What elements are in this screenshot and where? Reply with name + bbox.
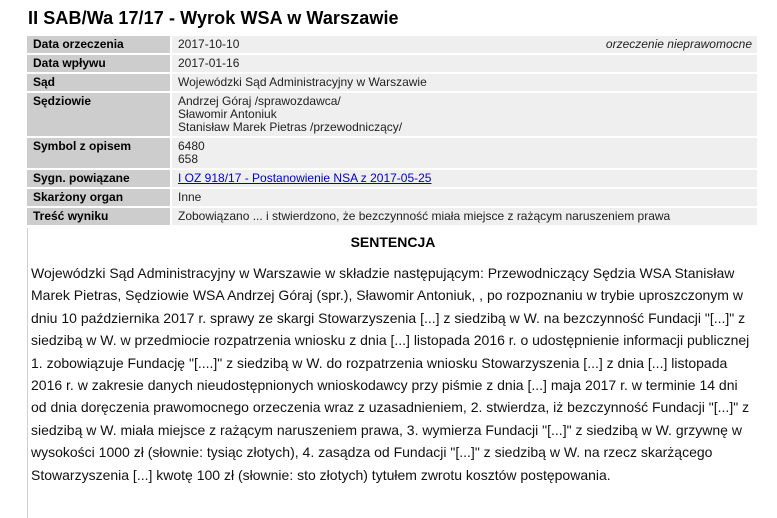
value-sygn [172, 170, 757, 187]
sentence-text: Wojewódzki Sąd Administracyjny w Warszawie w składzie następującym: Przewodniczący Sędzia WSA Stanisław Marek Pietras, Sędziowie WSA Andrzej Góraj (spr.), Sławomir Antoniuk, , po rozpoznaniu w trybie uproszczonym w dniu 10 października 2017 r. sprawy ze skargi Stowarzyszenia [...] z siedzibą w W. na bezczynność Fundacji "[...]" z siedzibą w W. w przedmiocie rozpatrzenia wniosku z dnia [...] listopada 2016 r. o udostępnienie informacji publicznej 1. zobowiązuje Fundację "[....]" z siedzibą w W. do rozpatrzenia wniosku Stowarzyszenia [...] z dnia [...] listopada 2016 r. w zakresie danych nieudostępnionych wnioskodawcy przy piśmie z dnia [...] maja 2017 r. w terminie 14 dni od dnia doręczenia prawomocnego orzeczenia wraz z uzasadnieniem, 2. stwierdza, iż bezczynność Fundacji "[...]" z siedzibą w W. miała miejsce z rażącym naruszeniem prawa, 3. wymierza Fundacji "[...]" z siedzibą w W. grzywnę w wysokości 1000 zł (słownie: tysiąc złotych), 4. zasądza od Fundacji "[...]" z siedzibą w W. na rzecz skarżącego Stowarzyszenia [...] kwotę 100 zł (słownie: sto złotych) tytułem zwrotu kosztów postępowania. [31, 265, 750, 483]
table-row [27, 170, 757, 187]
left-border-divider [27, 228, 28, 518]
table-row [27, 74, 757, 91]
value-sedziowie [172, 93, 757, 136]
value-sad: Wojewódzki Sąd Administracyjny w Warszawie [172, 74, 757, 91]
label-data-wplywu: Data wpływu [27, 55, 172, 72]
value-organ: Inne [172, 189, 757, 206]
judge-name: Stanisław Marek Pietras /przewodniczący/ [178, 120, 403, 134]
label-symbol: Symbol z opisem [27, 138, 172, 168]
label-sedziowie: Sędziowie [27, 93, 172, 136]
judge-name: Andrzej Góraj /sprawozdawca/ [178, 94, 341, 108]
date-value: 2017-10-10 [178, 37, 240, 51]
label-organ: Skarżony organ [27, 189, 172, 206]
page-title: II SAB/Wa 17/17 - Wyrok WSA w Warszawie [28, 8, 399, 28]
table-row [27, 36, 757, 53]
related-case-link[interactable]: I OZ 918/17 - Postanowienie NSA z 2017-05-25 [178, 171, 432, 185]
symbol-code: 658 [178, 152, 199, 166]
label-tresc: Treść wyniku [27, 208, 172, 225]
label-data-orzeczenia: Data orzeczenia [27, 36, 172, 53]
value-tresc: Zobowiązano ... i stwierdzono, że bezczynność miała miejsce z rażącym naruszeniem prawa [172, 208, 757, 225]
table-row [27, 208, 757, 225]
table-row [27, 189, 757, 206]
table-row [27, 138, 757, 168]
case-details-table [27, 34, 757, 227]
label-sad: Sąd [27, 74, 172, 91]
table-row [27, 93, 757, 136]
status-text: orzeczenie nieprawomocne [605, 37, 752, 51]
value-data-orzeczenia [172, 36, 757, 53]
value-data-wplywu: 2017-01-16 [172, 55, 757, 72]
symbol-code: 6480 [178, 139, 205, 153]
value-symbol [172, 138, 757, 168]
section-heading: SENTENCJA [350, 234, 436, 250]
label-sygn: Sygn. powiązane [27, 170, 172, 187]
table-row [27, 55, 757, 72]
judge-name: Sławomir Antoniuk [178, 107, 277, 121]
